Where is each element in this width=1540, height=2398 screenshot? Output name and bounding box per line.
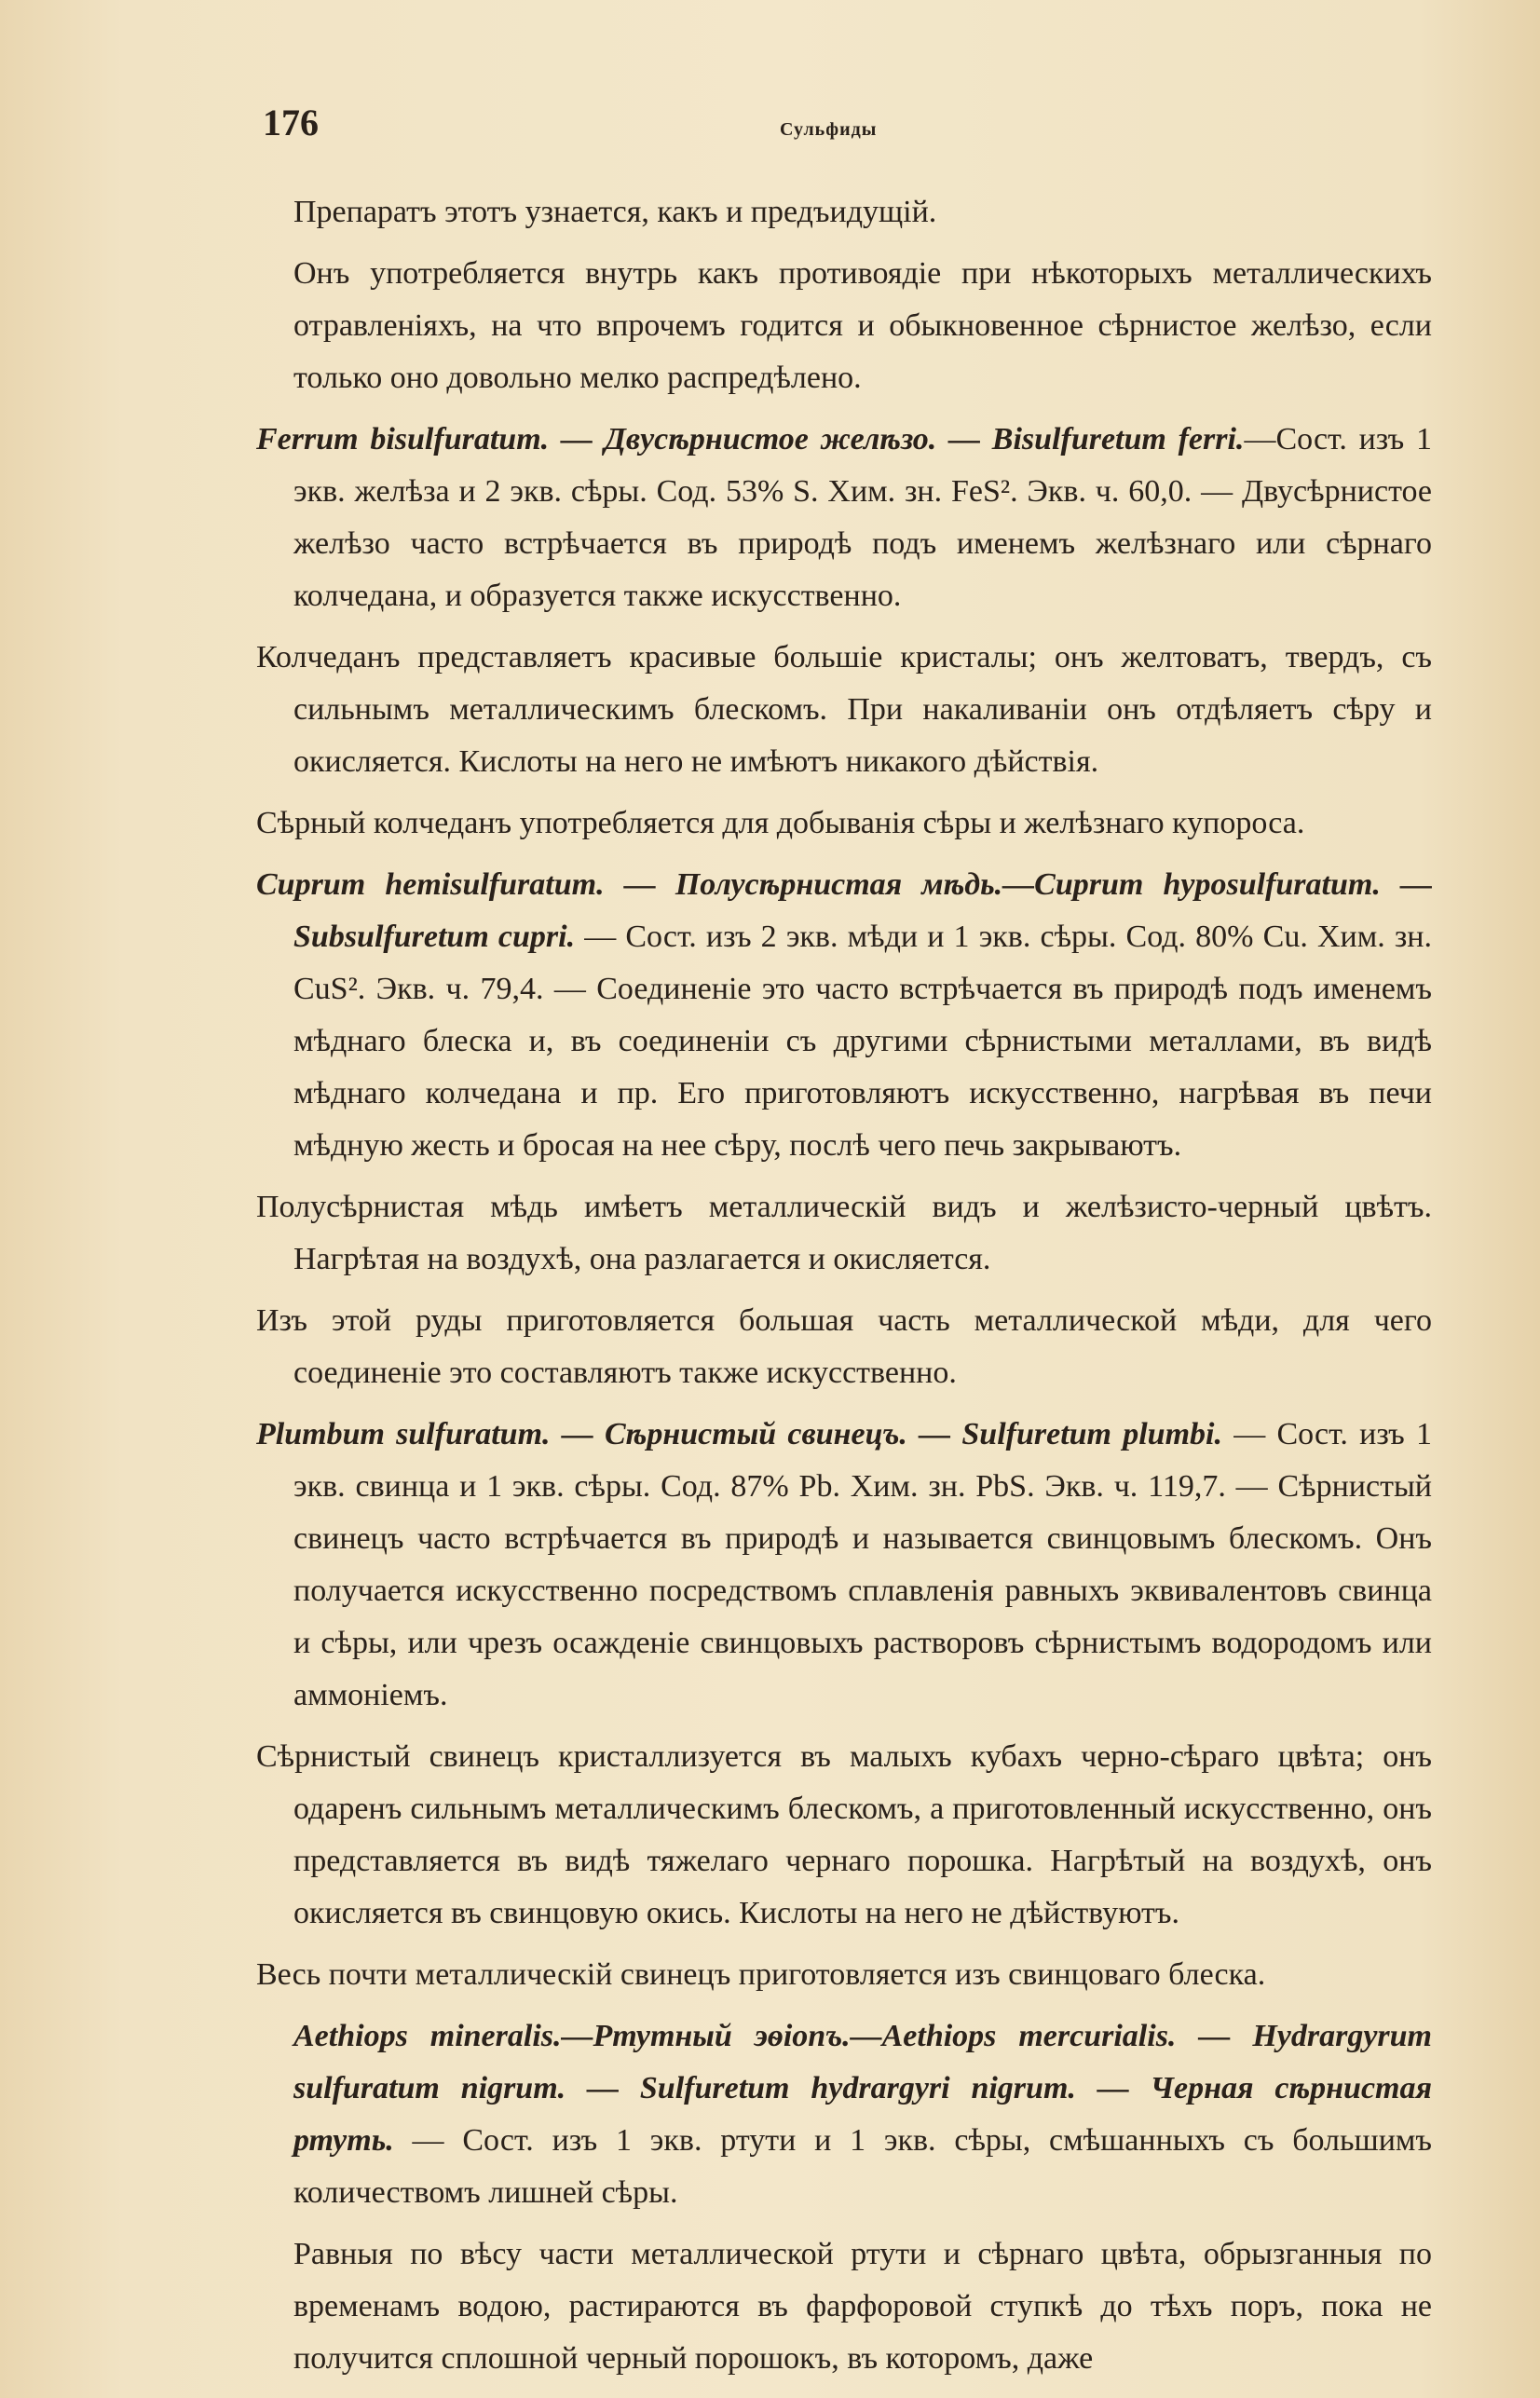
- page-number: 176: [263, 102, 319, 143]
- entry-heading: Ferrum bisulfuratum. — Двусѣрнистое желѣзо. — Bisulfuretum ferri.: [256, 422, 1245, 456]
- entry-heading: Plumbum sulfuratum. — Сѣрнистый свинецъ. — Sulfuretum plumbi.: [256, 1417, 1222, 1451]
- paragraph: Препаратъ этотъ узнается, какъ и предъидущій.: [293, 195, 937, 229]
- paragraph: Сѣрнистый свинецъ кристаллизуется въ малыхъ кубахъ черно-сѣраго цвѣта; онъ одаренъ сильнымъ металлическимъ блескомъ, а приготовленный искусственно, онъ представляется въ видѣ тяжелаго чернаго порошка. Нагрѣтый на воздухѣ, онъ окисляется въ свинцовую окись. Кислоты на него не дѣйствуютъ.: [256, 1739, 1432, 1930]
- paragraph: Cuprum hemisulfuratum. — Полусѣрнистая мѣдь.—Cuprum hyposulfuratum. — Subsulfuretum cupri. — Сост. изъ 2 экв. мѣди и 1 экв. сѣры. Сод. 80% Cu. Хим. зн. CuS². Экв. ч. 79,4. — Соединеніе это часто встрѣчается въ природѣ подъ именемъ мѣднаго блеска и, въ соединеніи съ другими сѣрнистыми металлами, въ видѣ мѣднаго колчедана и пр. Его приготовляютъ искусственно, нагрѣвая въ печи мѣдную жесть и бросая на нее сѣру, послѣ чего печь закрываютъ.: [256, 867, 1432, 1163]
- paragraph: Сѣрный колчеданъ употребляется для добыванія сѣры и желѣзнаго купороса.: [256, 806, 1305, 840]
- page-body: [256, 186, 1432, 2394]
- paragraph: Aethiops mineralis.—Ртутный эѳіопъ.—Aethiops mercurialis. — Hydrargyrum sulfuratum nigrum. — Sulfuretum hydrargyri nigrum. — Черная сѣрнистая ртуть. — Сост. изъ 1 экв. ртути и 1 экв. сѣры, смѣшанныхъ съ большимъ количествомъ лишней сѣры.: [293, 2019, 1432, 2210]
- entry-heading: Cuprum hemisulfuratum. — Полусѣрнистая мѣдь.—Cuprum hyposulfuratum. — Subsulfuretum cupri.: [256, 867, 1432, 954]
- paragraph: Онъ употребляется внутрь какъ противоядіе при нѣкоторыхъ металлическихъ отравленіяхъ, на что впрочемъ годится и обыкновенное сѣрнистое желѣзо, если только оно довольно мелко распредѣлено.: [293, 256, 1432, 395]
- paragraph: Ferrum bisulfuratum. — Двусѣрнистое желѣзо. — Bisulfuretum ferri.—Сост. изъ 1 экв. желѣза и 2 экв. сѣры. Сод. 53% S. Хим. зн. FeS². Экв. ч. 60,0. — Двусѣрнистое желѣзо часто встрѣчается въ природѣ подъ именемъ желѣзнаго или сѣрнаго колчедана, и образуется также искусственно.: [256, 422, 1432, 613]
- running-title: Сульфиды: [780, 119, 878, 140]
- page-header: [263, 101, 1437, 157]
- paragraph: Plumbum sulfuratum. — Сѣрнистый свинецъ. — Sulfuretum plumbi. — Сост. изъ 1 экв. свинца и 1 экв. сѣры. Сод. 87% Pb. Хим. зн. PbS. Экв. ч. 119,7. — Сѣрнистый свинецъ часто встрѣчается въ природѣ и называется свинцовымъ блескомъ. Онъ получается искусственно посредствомъ сплавленія равныхъ эквивалентовъ свинца и сѣры, или чрезъ осажденіе свинцовыхъ растворовъ сѣрнистымъ водородомъ или аммоніемъ.: [256, 1417, 1432, 1712]
- paragraph: Колчеданъ представляетъ красивые большіе кристалы; онъ желтоватъ, твердъ, съ сильнымъ металлическимъ блескомъ. При накаливаніи онъ отдѣляетъ сѣру и окисляется. Кислоты на него не имѣютъ никакого дѣйствія.: [256, 640, 1432, 779]
- entry-heading: Aethiops mineralis.—Ртутный эѳіопъ.—Aethiops mercurialis. — Hydrargyrum sulfuratum nigrum. — Sulfuretum hydrargyri nigrum. — Черная сѣрнистая ртуть.: [293, 2019, 1432, 2158]
- paragraph: Равныя по вѣсу части металлической ртути и сѣрнаго цвѣта, обрызганныя по временамъ водою, растираются въ фарфоровой ступкѣ до тѣхъ поръ, пока не получится сплошной черный порошокъ, въ которомъ, даже: [293, 2237, 1432, 2376]
- paragraph: Полусѣрнистая мѣдь имѣетъ металлическій видъ и желѣзисто-черный цвѣтъ. Нагрѣтая на воздухѣ, она разлагается и окисляется.: [256, 1190, 1432, 1276]
- paragraph: Изъ этой руды приготовляется большая часть металлической мѣди, для чего соединеніе это составляютъ также искусственно.: [256, 1303, 1432, 1390]
- paragraph: Весь почти металлическій свинецъ приготовляется изъ свинцоваго блеска.: [256, 1957, 1266, 1992]
